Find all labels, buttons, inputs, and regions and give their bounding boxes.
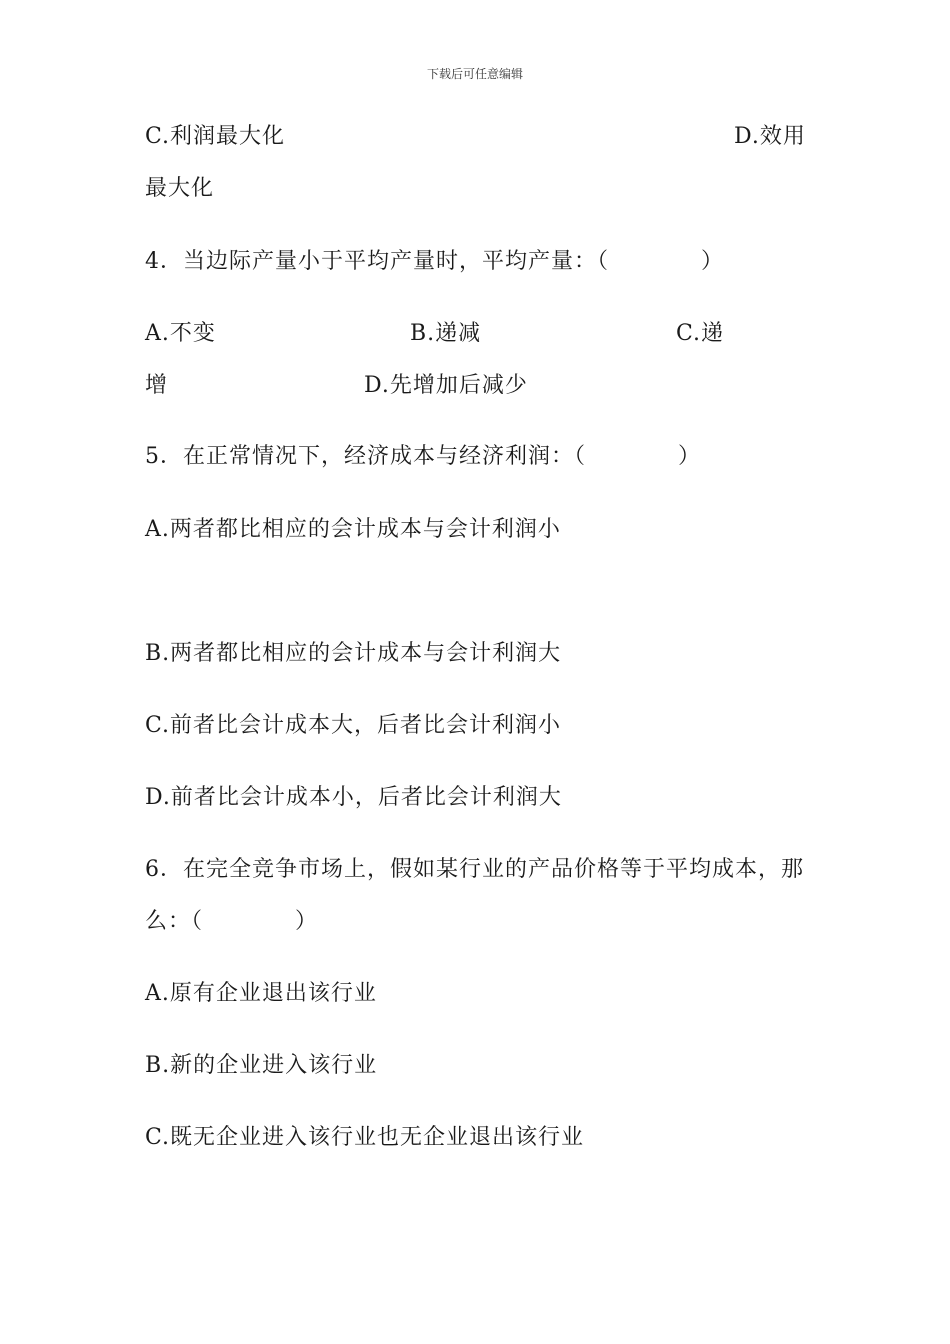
q3-option-d-part1: D.效用 — [734, 124, 806, 149]
q4-stem: 4．当边际产量小于平均产量时，平均产量：（ ） — [145, 249, 724, 274]
q6-option-b: B.新的企业进入该行业 — [145, 1053, 378, 1078]
q6-stem-line2: 么：（ ） — [145, 909, 319, 934]
page-header: 下载后可任意编辑 — [426, 67, 523, 81]
q6-option-c: C.既无企业进入该行业也无企业退出该行业 — [145, 1125, 585, 1150]
q5-option-a: A.两者都比相应的会计成本与会计利润小 — [145, 517, 561, 542]
q6-stem-line1: 6．在完全竞争市场上，假如某行业的产品价格等于平均成本，那 — [145, 857, 804, 882]
q6-option-a: A.原有企业退出该行业 — [145, 981, 377, 1006]
q4-option-b: B.递减 — [410, 321, 482, 346]
q5-option-b: B.两者都比相应的会计成本与会计利润大 — [145, 641, 562, 666]
q5-option-c: C.前者比会计成本大，后者比会计利润小 — [145, 713, 562, 738]
q3-option-d-part2: 最大化 — [145, 176, 215, 201]
q5-option-d: D.前者比会计成本小，后者比会计利润大 — [145, 785, 562, 810]
q3-option-c: C.利润最大化 — [145, 124, 286, 149]
q5-stem: 5．在正常情况下，经济成本与经济利润：（ ） — [145, 444, 701, 469]
q4-option-c-part2: 增 — [145, 373, 169, 398]
q4-option-a: A.不变 — [145, 321, 216, 346]
q4-option-d: D.先增加后减少 — [364, 373, 528, 398]
q4-option-c-part1: C.递 — [676, 321, 725, 346]
